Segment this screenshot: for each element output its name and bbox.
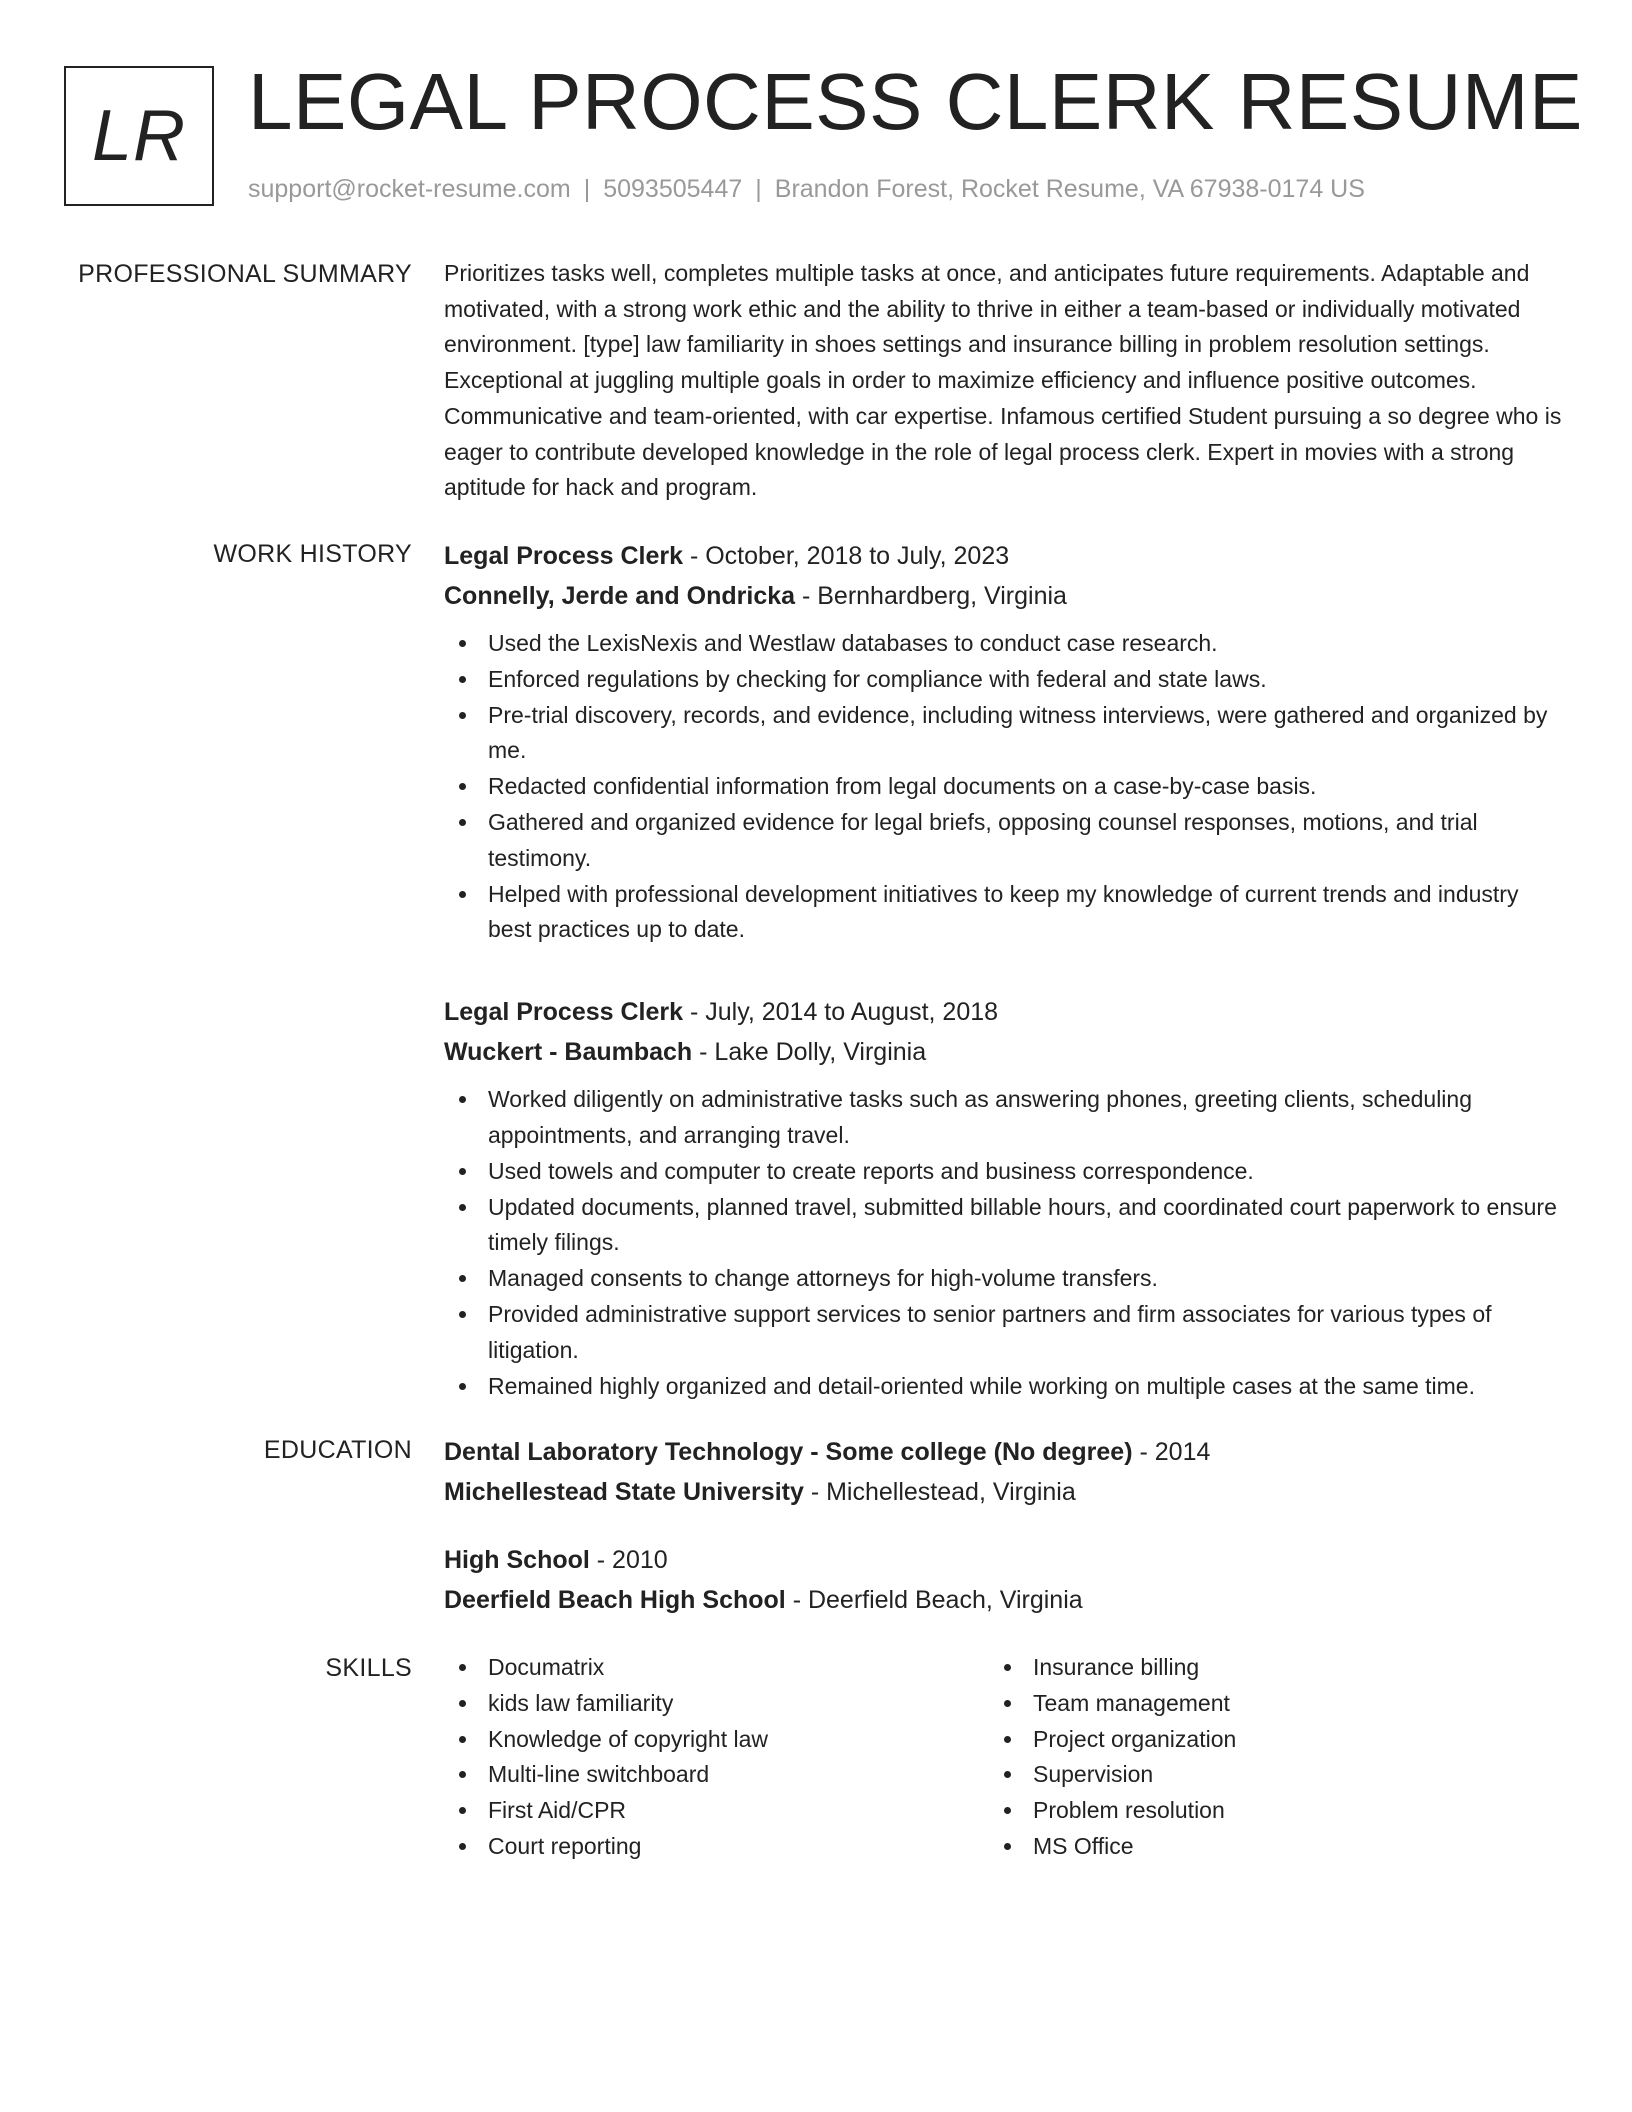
job-entry (444, 992, 1564, 1404)
job-title-line (444, 536, 1564, 576)
list-item: Helped with professional development initiatives to keep my knowledge of current trends and industry best practices up to date. (444, 877, 1564, 949)
education-school: Deerfield Beach High School (444, 1586, 786, 1614)
skill-item: First Aid/CPR (444, 1793, 989, 1829)
skill-item: Multi-line switchboard (444, 1757, 989, 1793)
list-item: Gathered and organized evidence for legal briefs, opposing counsel responses, motions, and trial testimony. (444, 805, 1564, 877)
education-school-line (444, 1580, 1564, 1620)
skill-item: Insurance billing (989, 1650, 1534, 1686)
job-entry (444, 536, 1564, 948)
list-item: Pre-trial discovery, records, and evidence, including witness interviews, were gathered and organized by me. (444, 698, 1564, 770)
job-dates: - October, 2018 to July, 2023 (683, 542, 1010, 570)
skills-list (444, 1650, 989, 1865)
education-location: - Deerfield Beach, Virginia (785, 1586, 1083, 1614)
job-location: - Lake Dolly, Virginia (692, 1038, 927, 1067)
education-school: Michellestead State University (444, 1478, 804, 1506)
job-title-line (444, 992, 1564, 1032)
contact-phone[interactable]: 5093505447 (603, 175, 743, 203)
list-item: Used towels and computer to create reports and business correspondence. (444, 1154, 1564, 1190)
job-company-line (444, 576, 1564, 616)
contact-email[interactable]: support@rocket-resume.com (248, 175, 571, 203)
skill-item: Knowledge of copyright law (444, 1722, 989, 1758)
skills-list (989, 1650, 1534, 1865)
job-company-line (444, 1032, 1564, 1072)
contact-separator: | (755, 175, 762, 203)
skills-column-left (444, 1650, 989, 1865)
skill-item: Project organization (989, 1722, 1534, 1758)
list-item: Updated documents, planned travel, submitted billable hours, and coordinated court paperwork to ensure timely filings. (444, 1190, 1564, 1262)
skill-item: MS Office (989, 1829, 1534, 1865)
education-location: - Michellestead, Virginia (803, 1478, 1076, 1506)
skill-item: Supervision (989, 1757, 1534, 1793)
list-item: Redacted confidential information from legal documents on a case-by-case basis. (444, 769, 1564, 805)
job-dates: - July, 2014 to August, 2018 (683, 998, 999, 1027)
skill-item: kids law familiarity (444, 1686, 989, 1722)
list-item: Used the LexisNexis and Westlaw databases to conduct case research. (444, 626, 1564, 662)
education-degree: High School (444, 1546, 590, 1574)
education-entry (444, 1540, 1564, 1620)
education-year: - 2014 (1132, 1438, 1211, 1466)
job-title: Legal Process Clerk (444, 998, 684, 1027)
section-heading-skills: SKILLS (325, 1654, 412, 1682)
monogram-logo: LR (64, 66, 214, 206)
list-item: Managed consents to change attorneys for high-volume transfers. (444, 1261, 1564, 1297)
education-entry (444, 1432, 1564, 1512)
contact-line (248, 172, 1365, 206)
education-school-line (444, 1472, 1564, 1512)
summary-text: Prioritizes tasks well, completes multiple tasks at once, and anticipates future requirements. Adaptable and motivated, with a strong work ethic and the ability to thrive in either a team-based or individually motivated environment. [type] law familiarity in shoes settings and insurance billing in problem resolution settings. Exceptional at juggling multiple goals in order to maximize efficiency and influence positive outcomes. Communicative and team-oriented, with car expertise. Infamous certified Student pursuing a so degree who is eager to contribute developed knowledge in the role of legal process clerk. Expert in movies with a strong aptitude for hack and program. (444, 260, 1562, 501)
section-heading-education: EDUCATION (263, 1436, 412, 1464)
list-item: Remained highly organized and detail-oriented while working on multiple cases at the same time. (444, 1369, 1564, 1405)
skill-item: Team management (989, 1686, 1534, 1722)
job-location: - Bernhardberg, Virginia (795, 582, 1067, 610)
page-title: LEGAL PROCESS CLERK RESUME (248, 57, 1583, 146)
job-bullets (444, 626, 1564, 948)
skill-item: Documatrix (444, 1650, 989, 1686)
list-item: Enforced regulations by checking for compliance with federal and state laws. (444, 662, 1564, 698)
contact-separator: | (583, 175, 591, 203)
skill-item: Court reporting (444, 1829, 989, 1865)
skills-columns (444, 1650, 1564, 1865)
skill-item: Problem resolution (989, 1793, 1534, 1829)
contact-address: Brandon Forest, Rocket Resume, VA 67938-0174 US (774, 175, 1365, 203)
education-degree-line (444, 1540, 1564, 1580)
section-heading-summary: PROFESSIONAL SUMMARY (78, 260, 412, 288)
education-year: - 2010 (589, 1546, 668, 1574)
job-company: Wuckert - Baumbach (444, 1038, 693, 1067)
list-item: Worked diligently on administrative tasks such as answering phones, greeting clients, scheduling appointments, and arranging travel. (444, 1082, 1564, 1154)
job-company: Connelly, Jerde and Ondricka (444, 582, 796, 610)
job-title: Legal Process Clerk (444, 542, 684, 570)
section-heading-work-history: WORK HISTORY (213, 540, 412, 568)
list-item: Provided administrative support services to senior partners and firm associates for various types of litigation. (444, 1297, 1564, 1369)
skills-column-right (989, 1650, 1534, 1865)
education-degree-line (444, 1432, 1564, 1472)
education-degree: Dental Laboratory Technology - Some college (No degree) (444, 1438, 1133, 1466)
job-bullets (444, 1082, 1564, 1404)
